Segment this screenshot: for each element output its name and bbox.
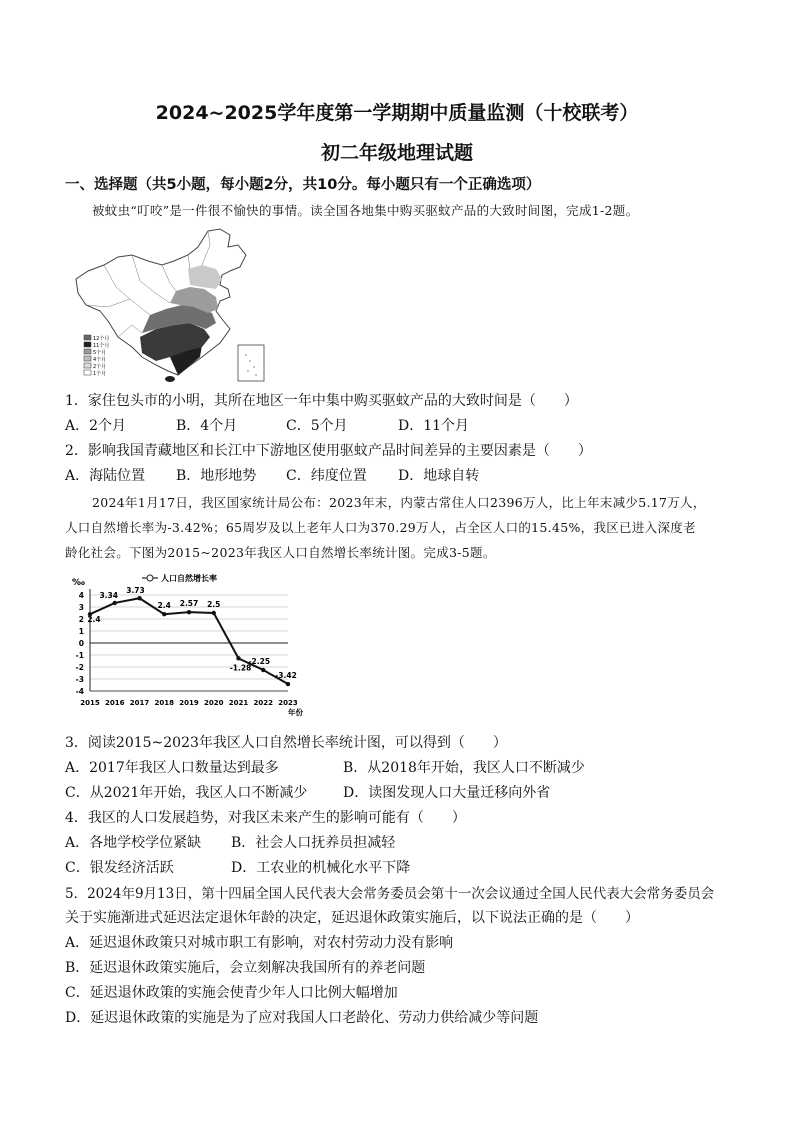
q3-option-d: D．读图发现人口大量迁移向外省 (343, 785, 551, 801)
data-point (212, 611, 216, 615)
legend-item: 12个月 (93, 336, 110, 342)
legend-item: 1个月 (93, 371, 107, 377)
data-label: 3.34 (99, 590, 119, 600)
x-tick-label: 2020 (204, 699, 224, 707)
legend-item: 2个月 (93, 364, 107, 370)
q4-option-a: A．各地学校学位紧缺 (65, 835, 202, 851)
data-label: 2.57 (179, 599, 199, 609)
question-1-stem: 1．家住包头市的小明，其所在地区一年中集中购买驱蚊产品的大致时间是（ ） (65, 393, 578, 409)
hainan-island (165, 376, 175, 382)
x-tick-label: 2021 (228, 699, 249, 707)
data-point (286, 682, 290, 686)
q5-option-b: B．延迟退休政策实施后，会立刻解决我国所有的养老问题 (65, 960, 426, 976)
legend-item: 11个月 (93, 343, 110, 349)
y-tick-label: 1 (78, 627, 84, 636)
question-4-stem: 4．我区的人口发展趋势，对我区未来产生的影响可能有（ ） (65, 810, 466, 826)
passage-line-1: 2024年1月17日，我区国家统计局公布：2023年末，内蒙古常住人口2396万人，比上年末减少5.17万人， (92, 495, 706, 510)
data-label: -3.42 (275, 671, 297, 681)
q5-option-c: C．延迟退休政策的实施会使青少年人口比例大幅增加 (65, 985, 398, 1001)
q1-option-a: A．2个月 (65, 418, 127, 434)
q2-option-d: D．地球自转 (398, 468, 480, 484)
data-label: -2.25 (248, 657, 271, 666)
data-label: 2.4 (87, 615, 101, 625)
passage-line-2: 人口自然增长率为-3.42%；65周岁及以上老年人口为370.29万人，占全区人口的15.45%，我区已进入深度老 (65, 520, 696, 535)
x-tick-label: 2018 (154, 699, 174, 707)
map-legend (84, 335, 109, 377)
q2-option-a: A．海陆位置 (65, 468, 146, 484)
y-tick-label: 3 (78, 603, 84, 612)
data-point (261, 668, 265, 672)
q1-option-d: D．11个月 (398, 418, 470, 434)
data-point (137, 596, 141, 600)
data-label: 2.5 (207, 600, 221, 609)
legend-item: 4个月 (93, 357, 107, 363)
growth-rate-chart (62, 567, 332, 722)
data-label: 3.73 (126, 586, 145, 596)
passage-line-3: 龄化社会。下图为2015~2023年我区人口自然增长率统计图。完成3-5题。 (65, 545, 496, 560)
section-heading: 一、选择题（共5小题，每小题2分，共10分。每小题只有一个正确选项） (65, 177, 541, 193)
exam-title: 2024~2025学年度第一学期期中质量监测（十校联考） (155, 102, 639, 124)
q3-option-b: B．从2018年开始，我区人口不断减少 (343, 760, 585, 776)
q2-option-c: C．纬度位置 (286, 468, 367, 484)
south-sea-inset (238, 345, 264, 381)
mosquito-map (70, 225, 280, 385)
question-5-stem-line-1: 5．2024年9月13日，第十四届全国人民代表大会常务委员会第十一次会议通过全国人民代表大会常务委员会 (65, 886, 715, 902)
x-axis-label: 年份 (288, 708, 303, 717)
question-5-stem-line-2: 关于实施渐进式延迟法定退休年龄的决定，延迟退休政策实施后，以下说法正确的是（ ） (65, 910, 639, 926)
data-label: -1.28 (229, 663, 252, 673)
x-tick-label: 2022 (253, 699, 273, 707)
data-label: 2.4 (157, 601, 171, 611)
y-unit-label: ‰ (72, 578, 85, 588)
y-tick-label: 2 (78, 615, 84, 624)
data-point (187, 610, 191, 614)
y-tick-label: -1 (75, 651, 84, 660)
y-tick-label: -4 (75, 687, 84, 696)
y-tick-label: 4 (78, 591, 84, 600)
x-tick-label: 2016 (105, 699, 125, 707)
chart-legend (142, 573, 217, 583)
q4-option-c: C．银发经济活跃 (65, 860, 174, 876)
q1-option-b: B．4个月 (176, 418, 238, 434)
q3-option-c: C．从2021年开始，我区人口不断减少 (65, 785, 308, 801)
q1-option-c: C．5个月 (286, 418, 348, 434)
data-point (162, 612, 166, 616)
question-2-stem: 2．影响我国青藏地区和长江中下游地区使用驱蚊产品时间差异的主要因素是（ ） (65, 443, 592, 459)
y-tick-label: -3 (75, 675, 84, 684)
data-point (236, 656, 240, 660)
x-tick-label: 2015 (80, 699, 100, 707)
exam-subtitle: 初二年级地理试题 (320, 142, 473, 164)
chart-svg (62, 567, 332, 722)
x-tick-label: 2017 (129, 699, 150, 707)
q3-option-a: A．2017年我区人口数量达到最多 (65, 760, 279, 776)
china-map-figure (70, 225, 280, 385)
q5-option-d: D．延迟退休政策的实施是为了应对我国人口老龄化、劳动力供给减少等问题 (65, 1010, 539, 1026)
data-point (113, 601, 117, 605)
y-tick-label: 0 (78, 639, 84, 648)
q4-option-d: D．工农业的机械化水平下降 (231, 860, 411, 876)
x-tick-label: 2023 (278, 699, 298, 707)
y-tick-label: -2 (75, 663, 84, 672)
section-intro: 被蚊虫“叮咬”是一件很不愉快的事情。读全国各地集中购买驱蚊产品的大致时间图，完成1-2题。 (92, 203, 639, 218)
q2-option-b: B．地形地势 (176, 468, 257, 484)
legend-label: 人口自然增长率 (161, 574, 217, 583)
question-3-stem: 3．阅读2015~2023年我区人口自然增长率统计图，可以得到（ ） (65, 735, 507, 751)
legend-item: 5个月 (93, 350, 107, 356)
q5-option-a: A．延迟退休政策只对城市职工有影响，对农村劳动力没有影响 (65, 935, 454, 951)
x-tick-label: 2019 (179, 699, 199, 707)
q4-option-b: B．社会人口抚养员担减轻 (231, 835, 396, 851)
